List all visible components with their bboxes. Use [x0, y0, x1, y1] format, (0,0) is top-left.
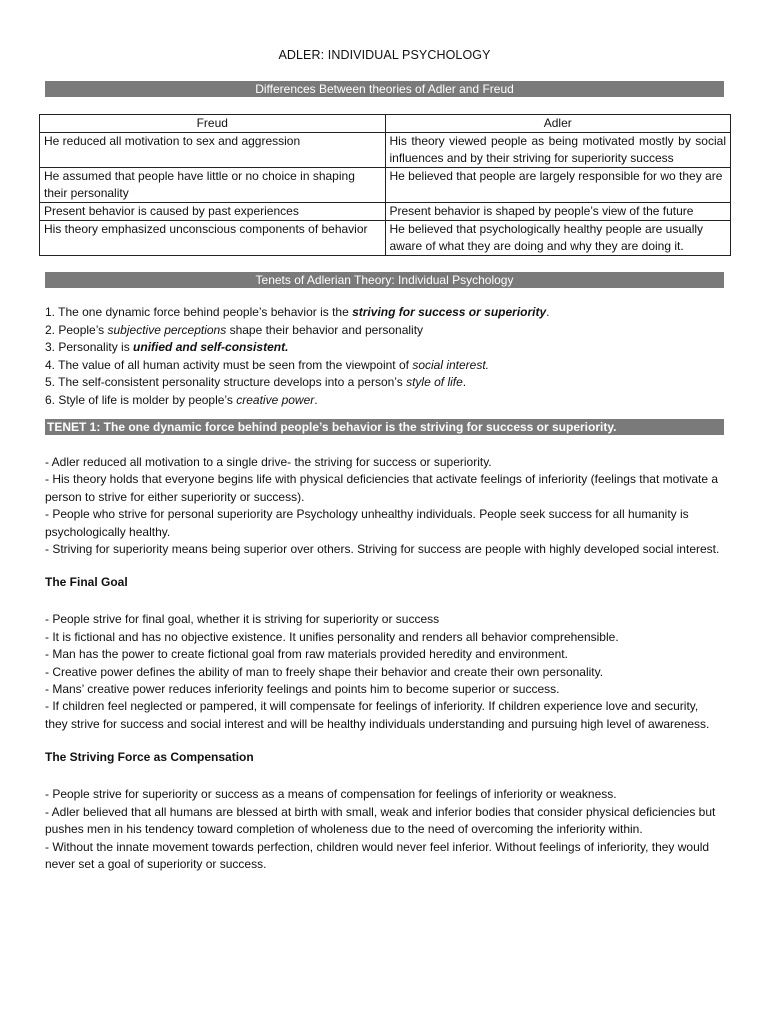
compensation-section [45, 786, 724, 873]
freud-cell: His theory emphasized unconscious components of behavior [40, 221, 386, 256]
freud-cell: He reduced all motivation to sex and aggression [40, 133, 386, 168]
paragraph: - People strive for superiority or success as a means of compensation for feelings of inferiority or weakness. [45, 787, 617, 802]
tenet-emphasis: striving for success or superiority [352, 305, 547, 319]
list-item [45, 357, 724, 375]
tenet-text: 1. The one dynamic force behind people’s behavior is the [45, 305, 353, 319]
table-row [40, 168, 731, 203]
paragraph: - Mans’ creative power reduces inferiority feelings and points him to become superior or success. [45, 682, 560, 697]
paragraph: - Adler believed that all humans are blessed at birth with small, weak and inferior bodies that consider physical deficiencies but pushes men in his tendency toward completion of wholeness due to the need of overcoming the inferiority within. [45, 804, 716, 837]
tenet-text-end: . [314, 392, 318, 407]
list-item [45, 322, 724, 340]
table-header-row [40, 115, 731, 133]
tenets-heading-bar: Tenets of Adlerian Theory: Individual Psychology [45, 272, 724, 288]
table-row [40, 221, 731, 256]
adler-cell: He believed that psychologically healthy people are usually aware of what they are doing and why they are doing it. [385, 221, 731, 256]
adler-cell: His theory viewed people as being motivated mostly by social influences and by their striving for superiority success [385, 133, 731, 168]
tenet-text: 3. Personality is [45, 340, 134, 354]
tenet-emphasis: creative power [236, 392, 315, 407]
paragraph: - People strive for final goal, whether it is striving for superiority or success [45, 612, 440, 627]
differences-heading-bar: Differences Between theories of Adler and Freud [45, 81, 724, 97]
tenet-text-end: . [462, 375, 467, 389]
adler-cell: Present behavior is shaped by people’s view of the future [385, 203, 731, 221]
paragraph: - It is fictional and has no objective existence. It unifies personality and renders all behavior comprehensible. [45, 629, 619, 644]
list-item [45, 374, 724, 392]
paragraph: - Creative power defines the ability of man to freely shape their behavior and create their own personality. [45, 664, 604, 679]
table-row [40, 133, 731, 168]
list-item [45, 339, 724, 357]
paragraph: - If children feel neglected or pampered, it will compensate for feelings of inferiority. If children experience love and security, they strive for success and social interest and will be healthy individuals understanding and pursuing high level of awareness. [45, 699, 710, 731]
tenet-emphasis: social interest. [412, 357, 490, 372]
list-item [45, 392, 724, 410]
document-title: ADLER: INDIVIDUAL PSYCHOLOGY [278, 48, 491, 62]
final-goal-section [45, 611, 724, 733]
tenet1-heading-bar: TENET 1: The one dynamic force behind people’s behavior is the striving for success or superiority. [45, 419, 724, 435]
paragraph: - People who strive for personal superiority are Psychology unhealthy individuals. People seek success for all humanity is psychologically healthy. [45, 507, 689, 539]
tenet1-section [45, 454, 724, 558]
freud-cell: He assumed that people have little or no choice in shaping their personality [40, 168, 386, 203]
compensation-heading: The Striving Force as Compensation [45, 750, 254, 765]
tenet-text: 5. The self-consistent personality structure develops into a person’s [45, 375, 407, 389]
list-item [45, 304, 724, 322]
comparison-table [39, 114, 731, 256]
adler-cell: He believed that people are largely responsible for wo they are [385, 168, 731, 203]
tenet-text: 6. Style of life is molder by people’s [45, 392, 237, 407]
final-goal-heading: The Final Goal [45, 575, 128, 590]
table-row [40, 203, 731, 221]
tenet-emphasis: unified and self-consistent. [133, 340, 289, 354]
paragraph: - Without the innate movement towards perfection, children would never feel inferior. Without feelings of inferiority, they would never set a goal of superiority or success. [45, 839, 710, 871]
tenet-text-end: shape their behavior and personality [226, 322, 424, 337]
tenet-text: 2. People’s [45, 322, 108, 337]
tenets-list [45, 304, 724, 409]
paragraph: - Striving for superiority means being superior over others. Striving for success are people with highly developed social interest. [45, 542, 720, 557]
paragraph: - His theory holds that everyone begins life with physical deficiencies that activate feelings of inferiority (feelings that motivate a person to strive for either superiority or success). [45, 472, 719, 504]
tenet-emphasis: subjective perceptions [107, 322, 227, 337]
tenet-text-end: . [546, 305, 550, 319]
tenet-text: 4. The value of all human activity must be seen from the viewpoint of [45, 357, 413, 372]
tenet-emphasis: style of life [406, 375, 463, 389]
column-header-freud: Freud [40, 115, 386, 133]
paragraph: - Man has the power to create fictional goal from raw materials provided heredity and environment. [45, 647, 568, 662]
paragraph: - Adler reduced all motivation to a single drive- the striving for success or superiority. [45, 455, 492, 469]
freud-cell: Present behavior is caused by past experiences [40, 203, 386, 221]
column-header-adler: Adler [385, 115, 731, 133]
